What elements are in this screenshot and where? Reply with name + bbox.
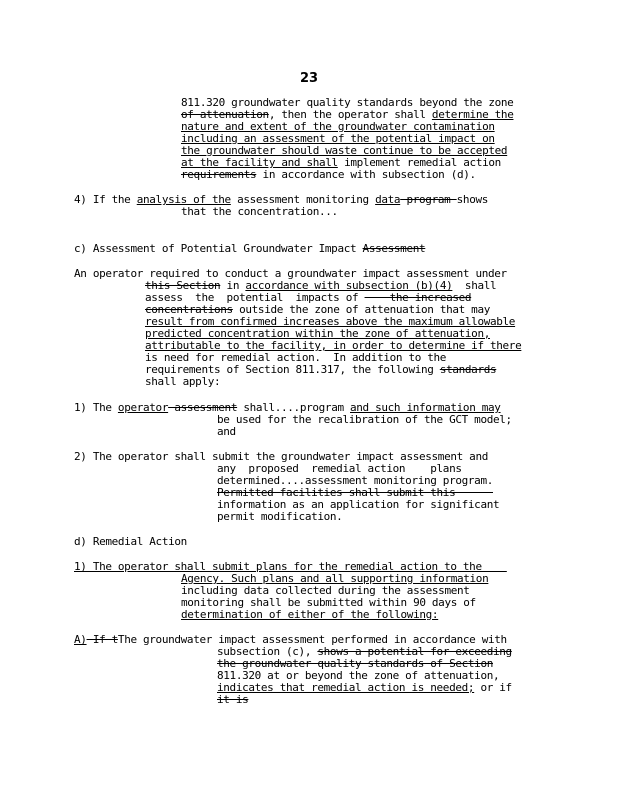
- text-line: [145, 376, 220, 388]
- underlined-text: operator: [117, 401, 169, 414]
- text-segment: is need for remedial action. In addition to the: [145, 351, 447, 364]
- text-segment: in: [220, 279, 246, 292]
- underlined-text: data: [375, 193, 401, 206]
- text-segment: shall....program: [237, 401, 351, 414]
- text-segment: requirements of Section 811.317, the following: [145, 363, 440, 376]
- text-segment: 811.320 at or beyond the zone of attenuation,: [217, 669, 500, 682]
- text-segment: 811.320 groundwater quality standards beyond the zone: [181, 96, 514, 109]
- text-segment: c) Assessment of Potential Groundwater Impact: [74, 242, 363, 255]
- text-segment: any proposed remedial action plans: [217, 462, 462, 475]
- text-segment: permit modification.: [217, 510, 343, 523]
- text-segment: An operator required to conduct a groundwater impact assessment under: [74, 267, 507, 280]
- struck-text: program: [400, 193, 457, 206]
- struck-text: it is: [217, 693, 249, 706]
- struck-text: shows a potential for exceeding: [317, 645, 512, 658]
- underlined-text: result from confirmed increases above the maximum allowable: [145, 315, 516, 328]
- underlined-text: analysis of the: [136, 193, 231, 206]
- text-segment: in accordance with subsection (d).: [256, 168, 476, 181]
- text-segment: d) Remedial Action: [74, 535, 187, 548]
- text-segment: assessment monitoring: [230, 193, 376, 206]
- text-segment: shall apply:: [145, 375, 221, 388]
- underlined-text: 1) The operator shall submit plans for the remedial action to the: [74, 560, 507, 573]
- underlined-text: including an assessment of the potential impact on: [181, 132, 495, 145]
- underlined-text: determination of either of the following:: [181, 608, 439, 621]
- underlined-text: predicted concentration within the zone of attenuation,: [145, 327, 490, 340]
- text-segment: The groundwater impact assessment performed in accordance with: [117, 633, 507, 646]
- text-line: [217, 511, 342, 523]
- text-segment: outside the zone of attenuation that may: [232, 303, 491, 316]
- struck-text: of attenuation: [181, 108, 269, 121]
- text-segment: shows: [456, 193, 489, 206]
- text-line: [181, 609, 438, 621]
- text-line: [217, 414, 512, 426]
- struck-text: this Section: [145, 279, 221, 292]
- struck-text: requirements: [181, 168, 257, 181]
- text-line: [181, 206, 338, 218]
- underlined-text: the groundwater should waste continue to be accepted: [181, 144, 508, 157]
- text-segment: be used for the recalibration of the GCT model;: [217, 413, 512, 426]
- text-line: [217, 694, 248, 706]
- text-segment: determined....assessment monitoring program.: [217, 474, 493, 487]
- struck-text: assessment: [168, 401, 238, 414]
- struck-text: If t: [86, 633, 118, 646]
- text-segment: or if: [474, 681, 512, 694]
- struck-text: standards: [439, 363, 497, 376]
- text-segment: information as an application for significant: [217, 498, 500, 511]
- text-segment: that the concentration...: [181, 205, 338, 218]
- text-segment: implement remedial action: [337, 156, 501, 169]
- page-number: 23: [299, 71, 319, 86]
- text-line: [217, 682, 512, 694]
- text-segment: monitoring shall be submitted within 90 days of: [181, 596, 476, 609]
- text-segment: 4) If the: [74, 193, 137, 206]
- text-line: [217, 426, 236, 438]
- text-segment: 2) The operator shall submit the groundwater impact assessment and: [74, 450, 488, 463]
- text-line: [74, 536, 187, 548]
- struck-text: Permitted facilities shall submit this: [217, 486, 493, 499]
- text-segment: , then the operator shall: [268, 108, 432, 121]
- text-segment: subsection (c),: [217, 645, 318, 658]
- underlined-text: A): [74, 633, 87, 646]
- underlined-text: at the facility and shall: [181, 156, 338, 169]
- underlined-text: indicates that remedial action is needed;: [217, 681, 475, 694]
- text-segment: shall: [452, 279, 497, 292]
- text-segment: and: [217, 425, 236, 438]
- text-segment: 1) The: [74, 401, 118, 414]
- underlined-text: attributable to the facility, in order to determine if there: [145, 339, 522, 352]
- text-segment: assess the potential impacts of: [145, 291, 365, 304]
- underlined-text: nature and extent of the groundwater contamination: [181, 120, 495, 133]
- underlined-text: accordance with subsection (b)(4): [245, 279, 453, 292]
- text-line: [181, 169, 476, 181]
- text-line: [74, 243, 425, 255]
- struck-text: the groundwater quality standards of Section: [217, 657, 493, 670]
- underlined-text: and such information may: [350, 401, 501, 414]
- struck-text: Assessment: [362, 242, 426, 255]
- struck-text: the increased: [364, 291, 472, 304]
- text-segment: including data collected during the assessment: [181, 584, 470, 597]
- underlined-text: Agency. Such plans and all supporting information: [181, 572, 489, 585]
- struck-text: concentrations: [145, 303, 233, 316]
- underlined-text: determine the: [431, 108, 514, 121]
